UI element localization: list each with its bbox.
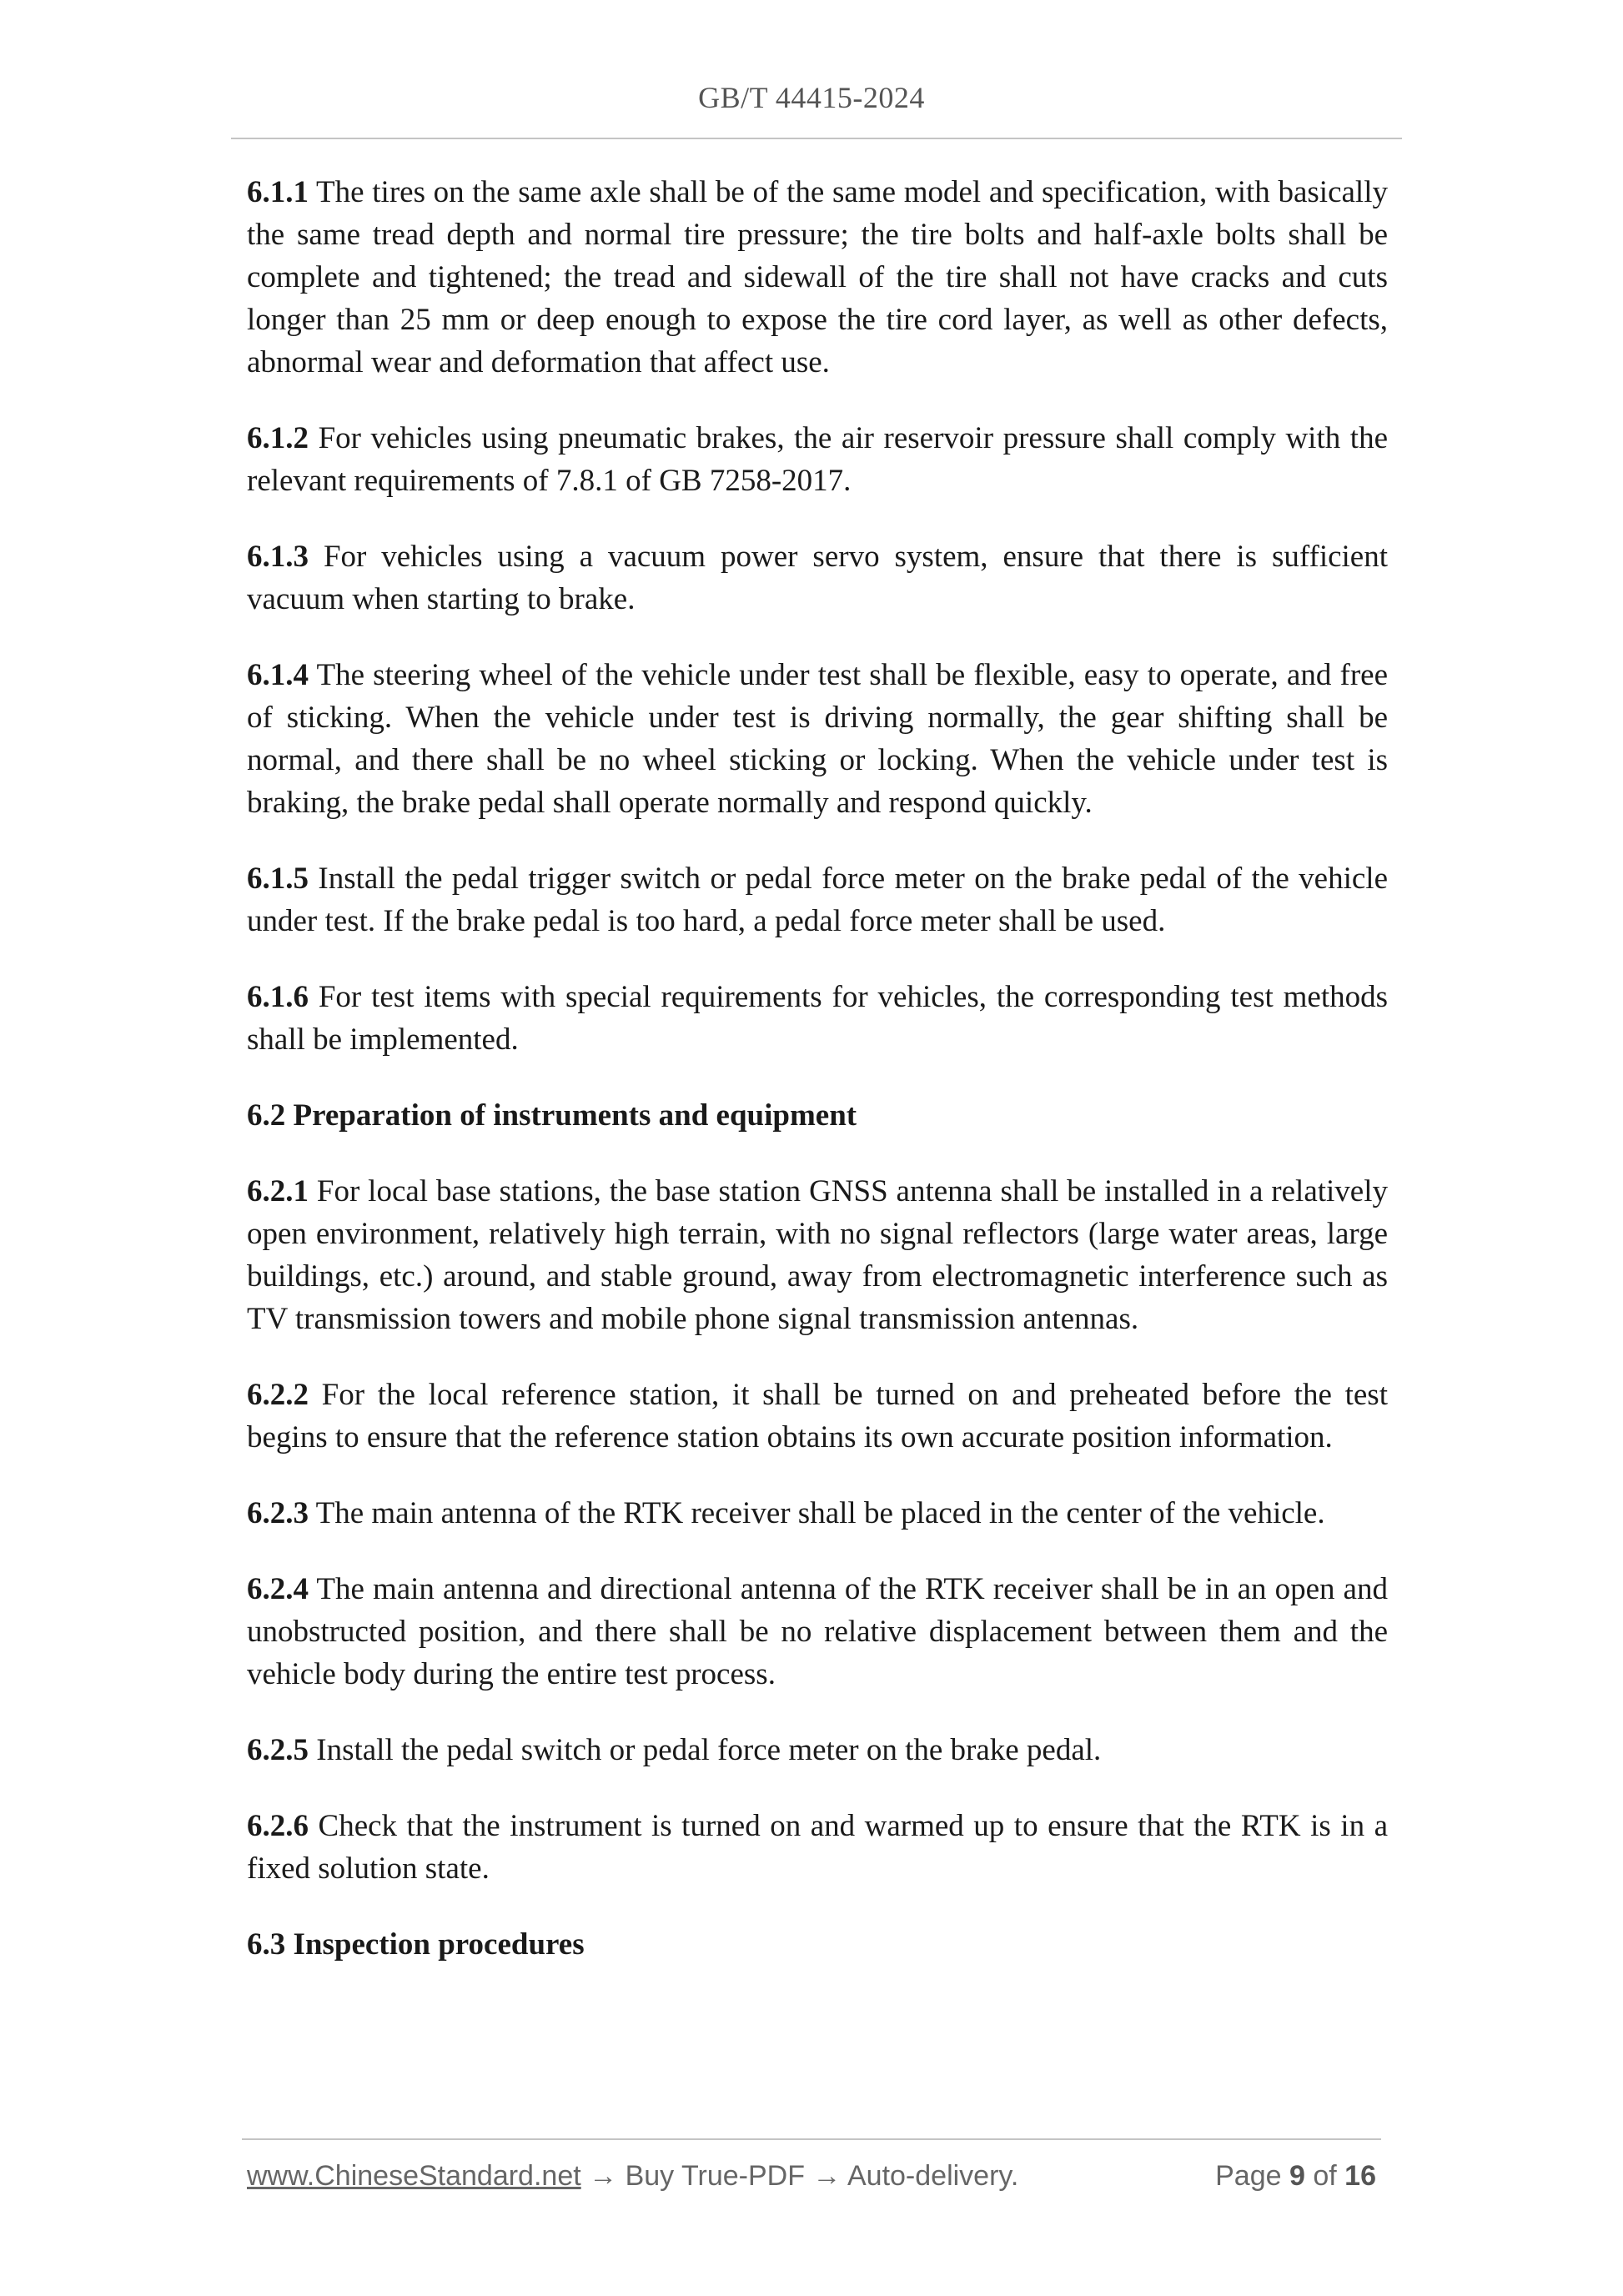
footer-divider (242, 2138, 1381, 2140)
clause-text: The tires on the same axle shall be of the same model and specification, with basically the same tread depth and normal tire pressure; the tire bolts and half-axle bolts shall be complete and tightened; the tread and sidewall of the tire shall not have cracks and cuts longer than 25 mm or deep enough to expose the tire cord layer, as well as other defects, abnormal wear and deformation that affect use. (247, 175, 1388, 379)
clause-text: For vehicles using pneumatic brakes, the air reservoir pressure shall comply with the relevant requirements of 7.8.1 of GB 7258-2017. (247, 421, 1388, 498)
clause-text: Install the pedal switch or pedal force meter on the brake pedal. (316, 1733, 1102, 1767)
section-heading-6-2: 6.2 Preparation of instruments and equipment (247, 1098, 857, 1133)
page-indicator (1215, 2160, 1376, 2193)
clause-6-2-2 (247, 1374, 1388, 1459)
clause-text: The main antenna and directional antenna of the RTK receiver shall be in an open and unobstructed position, and there shall be no relative displacement between them and the vehicle body during the entire test process. (247, 1572, 1388, 1691)
clause-text: For test items with special requirements for vehicles, the corresponding test methods shall be implemented. (247, 980, 1389, 1057)
clause-text: For local base stations, the base station GNSS antenna shall be installed in a relatively open environment, relatively high terrain, with no signal reflectors (large water areas, large buildings, etc.) around, and stable ground, away from electromagnetic interference such as TV transmission towers and mobile phone signal transmission antennas. (247, 1174, 1388, 1336)
clause-text: Check that the instrument is turned on and warmed up to ensure that the RTK is in a fixed solution state. (247, 1809, 1389, 1886)
clause-6-1-6 (247, 976, 1388, 1061)
page-label: Page (1215, 2160, 1282, 2192)
clause-text: For vehicles using a vacuum power servo system, ensure that there is sufficient vacuum when starting to brake. (247, 540, 1389, 616)
clause-text: For the local reference station, it shall be turned on and preheated before the test begins to ensure that the reference station obtains its own accurate position information. (247, 1378, 1388, 1454)
clause-6-1-4 (247, 654, 1388, 824)
clause-number: 6.2.5 (247, 1733, 309, 1767)
clause-6-2-6 (247, 1805, 1388, 1890)
clause-number: 6.2.2 (247, 1378, 309, 1412)
website-link[interactable]: www.ChineseStandard.net (247, 2160, 581, 2192)
clause-6-1-3 (247, 535, 1388, 620)
clause-6-1-1 (247, 171, 1388, 384)
page-footer (247, 2160, 1376, 2193)
header-divider (231, 138, 1402, 139)
clause-number: 6.1.2 (247, 421, 309, 455)
footer-tagline: → Buy True-PDF → Auto-delivery. (580, 2160, 1019, 2192)
total-pages: 16 (1344, 2160, 1376, 2192)
clause-number: 6.2.3 (247, 1496, 309, 1530)
clause-6-2-1 (247, 1170, 1388, 1340)
current-page: 9 (1289, 2160, 1305, 2192)
clause-number: 6.2.1 (247, 1174, 309, 1208)
clause-text: The steering wheel of the vehicle under test shall be flexible, easy to operate, and free of sticking. When the vehicle under test is driving normally, the gear shifting shall be normal, and there shall be no wheel sticking or locking. When the vehicle under test is braking, the brake pedal shall operate normally and respond quickly. (247, 658, 1388, 820)
of-label: of (1313, 2160, 1337, 2192)
clause-number: 6.1.5 (247, 862, 309, 896)
clause-number: 6.1.4 (247, 658, 309, 692)
clause-number: 6.2.4 (247, 1572, 309, 1606)
clause-text: Install the pedal trigger switch or pedal force meter on the brake pedal of the vehicle under test. If the brake pedal is too hard, a pedal force meter shall be used. (247, 862, 1388, 938)
section-heading-6-3: 6.3 Inspection procedures (247, 1927, 585, 1962)
clause-6-1-2 (247, 417, 1388, 502)
clause-text: The main antenna of the RTK receiver shall be placed in the center of the vehicle. (315, 1496, 1325, 1530)
clause-6-2-3 (247, 1492, 1388, 1535)
clause-6-1-5 (247, 857, 1388, 942)
clause-number: 6.1.3 (247, 540, 309, 574)
clause-number: 6.1.1 (247, 175, 309, 209)
clause-6-2-5 (247, 1729, 1388, 1771)
document-body (247, 171, 1388, 1999)
clause-6-2-4 (247, 1568, 1388, 1696)
document-header: GB/T 44415-2024 (698, 81, 925, 114)
clause-number: 6.2.6 (247, 1809, 309, 1843)
clause-number: 6.1.6 (247, 980, 309, 1014)
